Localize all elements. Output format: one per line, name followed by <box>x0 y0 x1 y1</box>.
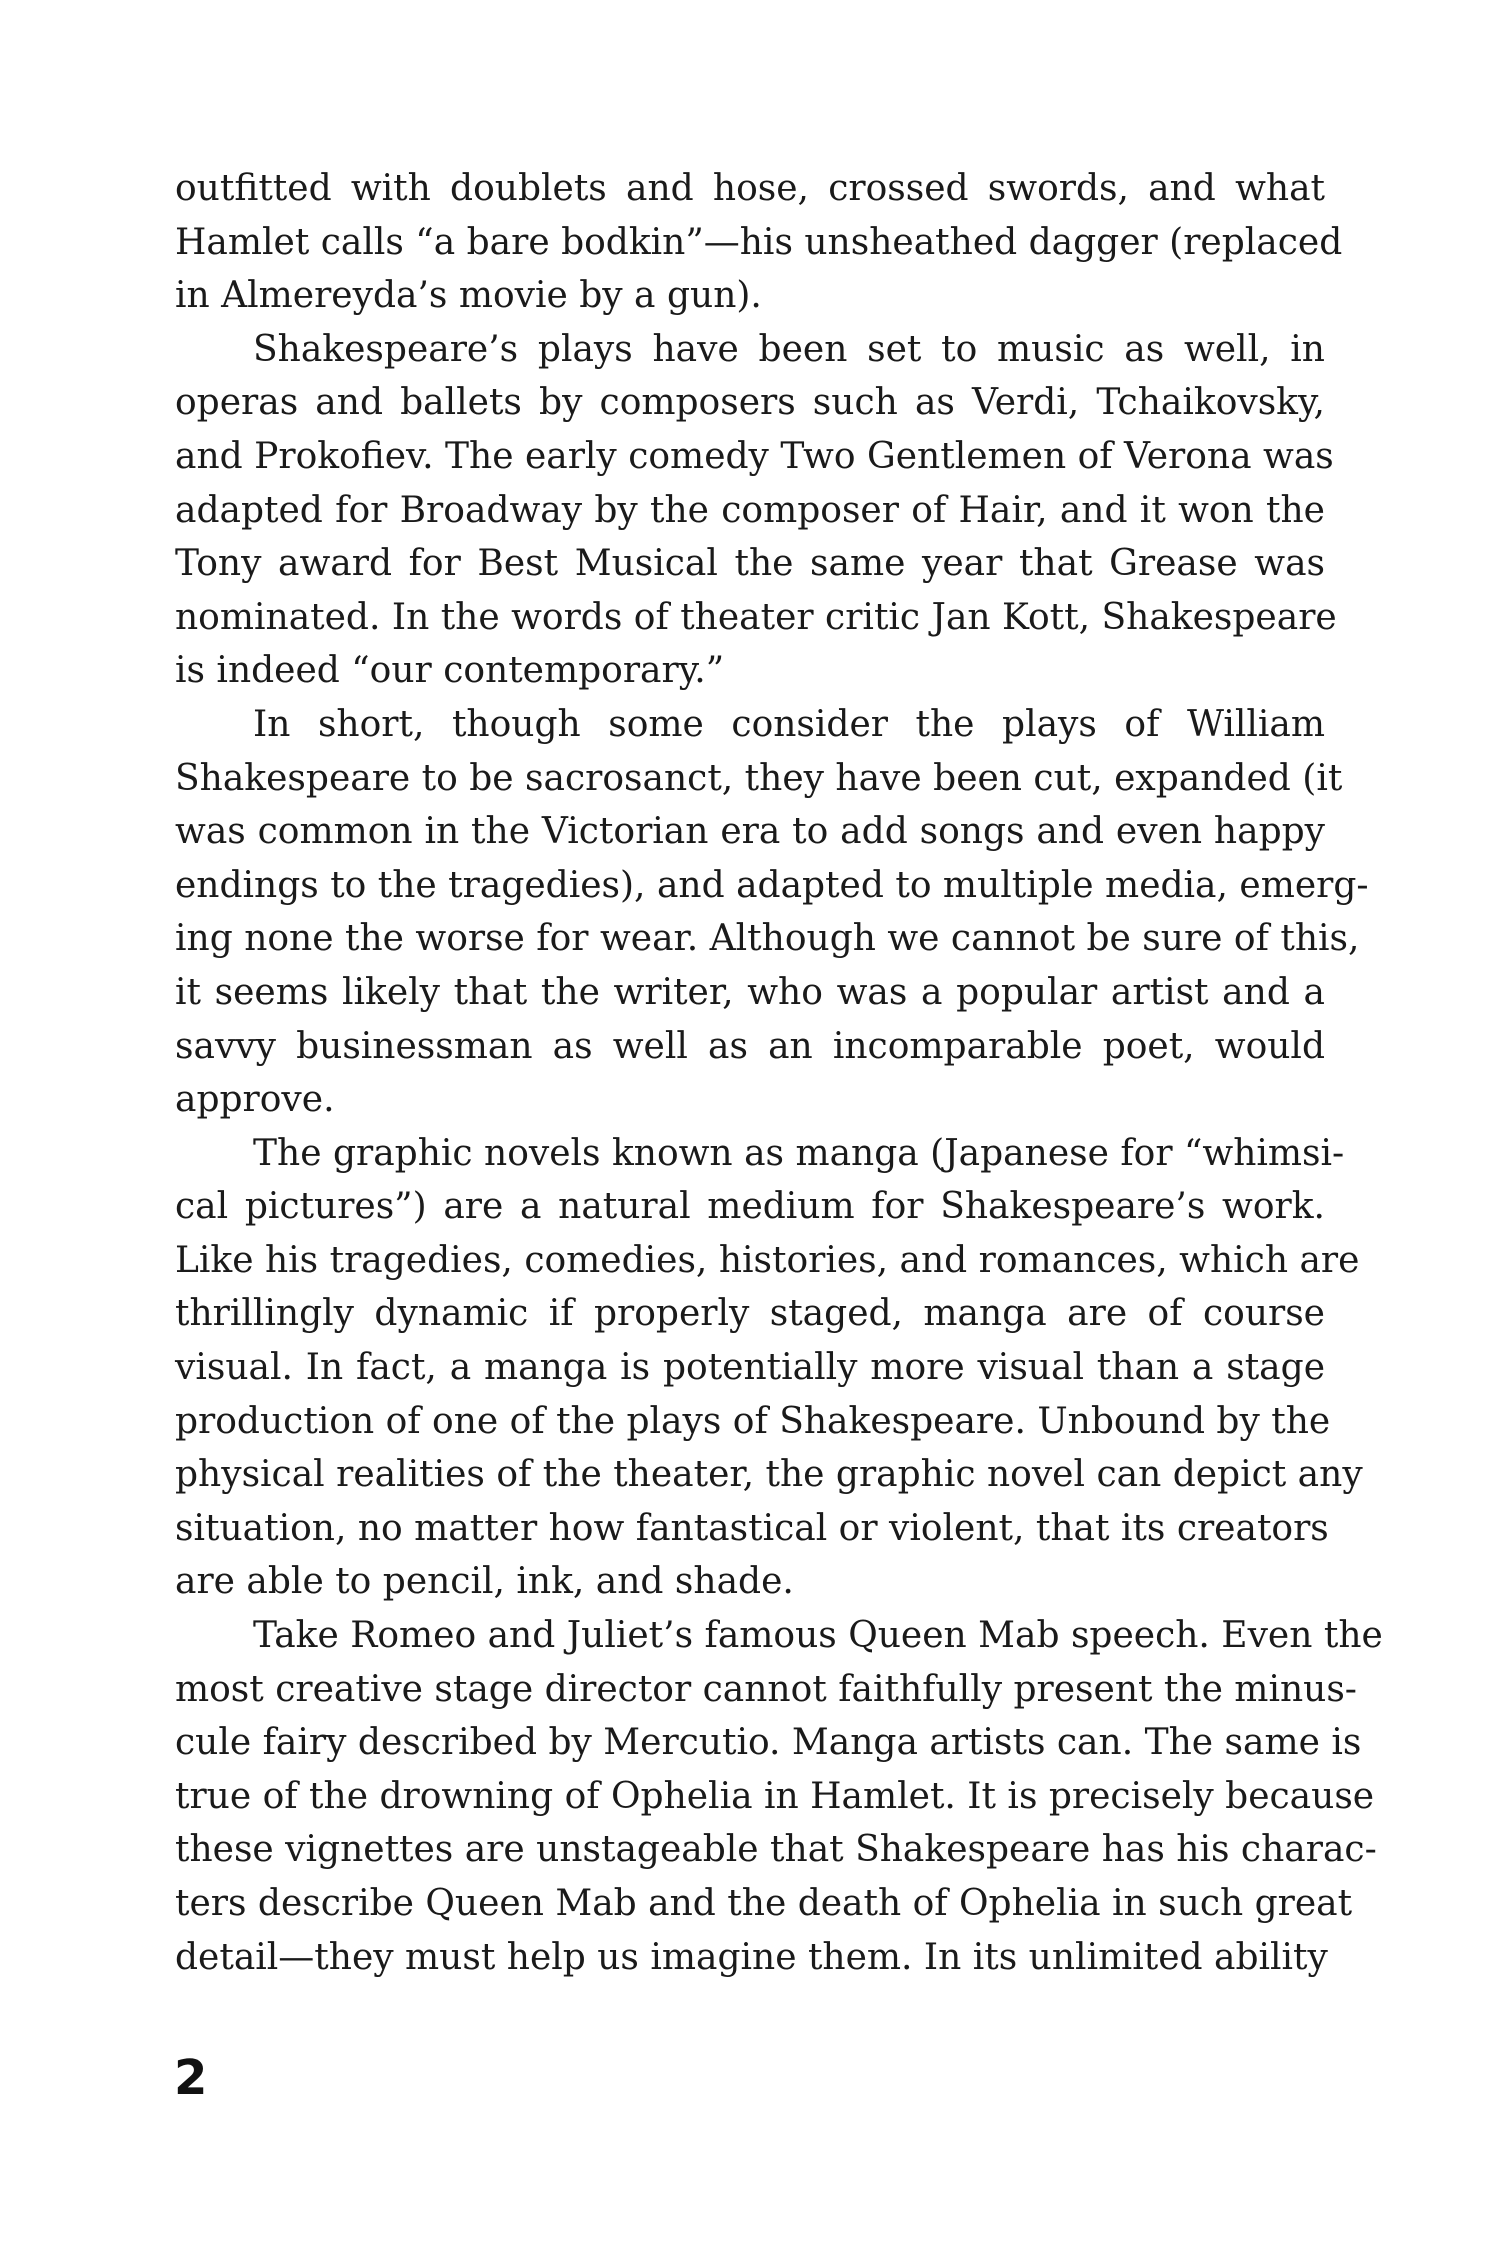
text-line: The graphic novels known as manga (Japanese for “whimsi- <box>253 1132 1345 1174</box>
text-line: physical realities of the theater, the graphic novel can depict any <box>175 1454 1363 1496</box>
text-line: Hamlet calls “a bare bodkin”—his unsheathed dagger (replaced <box>175 221 1343 263</box>
text-line: visual. In fact, a manga is potentially more visual than a stage <box>175 1347 1325 1389</box>
text-line: is indeed “our contemporary.” <box>175 650 725 692</box>
text-line: true of the drowning of Ophelia in Hamlet. It is precisely because <box>175 1775 1375 1817</box>
text-line: ters describe Queen Mab and the death of Ophelia in such great <box>175 1883 1353 1924</box>
text-line: it seems likely that the writer, who was a popular artist and a <box>175 971 1325 1013</box>
text-line: production of one of the plays of Shakespeare. Unbound by the <box>175 1400 1331 1442</box>
text-line: Shakespeare’s plays have been set to music as well, in <box>253 328 1325 370</box>
text-line: most creative stage director cannot faithfully present the minus- <box>175 1668 1357 1710</box>
paragraph <box>175 162 1343 323</box>
text-line: operas and ballets by composers such as Verdi, Tchaikovsky, <box>175 382 1325 424</box>
text-line: detail—they must help us imagine them. In its unlimited ability <box>175 1936 1328 1978</box>
body-text <box>175 162 1383 1984</box>
text-line: and Prokofiev. The early comedy Two Gentlemen of Verona was <box>175 435 1334 477</box>
page-number: 2 <box>174 2050 208 2106</box>
text-line: in Almereyda’s movie by a gun). <box>175 275 762 317</box>
text-line: are able to pencil, ink, and shade. <box>175 1561 794 1603</box>
text-line: outfitted with doublets and hose, crossed swords, and what <box>175 168 1325 209</box>
text-line: Like his tragedies, comedies, histories, and romances, which are <box>175 1239 1360 1281</box>
text-line: ing none the worse for wear. Although we cannot be sure of this, <box>175 918 1360 960</box>
paragraph <box>175 1127 1363 1609</box>
text-line: these vignettes are unstageable that Shakespeare has his charac- <box>175 1829 1377 1871</box>
text-line: nominated. In the words of theater critic Jan Kott, Shakespeare <box>175 596 1337 638</box>
text-line: savvy businessman as well as an incomparable poet, would <box>175 1025 1325 1067</box>
paragraph <box>175 323 1337 698</box>
text-line: Tony award for Best Musical the same year that Grease was <box>175 543 1325 585</box>
text-line: Take Romeo and Juliet’s famous Queen Mab speech. Even the <box>253 1615 1383 1657</box>
text-line: approve. <box>175 1079 335 1121</box>
text-line: adapted for Broadway by the composer of Hair, and it won the <box>175 489 1325 531</box>
text-line: In short, though some consider the plays of William <box>253 703 1325 745</box>
text-line: endings to the tragedies), and adapted to multiple media, emerg- <box>175 864 1369 906</box>
paragraph <box>175 698 1369 1127</box>
text-line: situation, no matter how fantastical or violent, that its creators <box>175 1507 1329 1549</box>
text-line: cal pictures”) are a natural medium for Shakespeare’s work. <box>175 1186 1325 1228</box>
text-line: Shakespeare to be sacrosanct, they have been cut, expanded (it <box>175 757 1343 799</box>
text-line: thrillingly dynamic if properly staged, manga are of course <box>175 1293 1325 1335</box>
text-line: cule fairy described by Mercutio. Manga artists can. The same is <box>175 1722 1362 1764</box>
text-line: was common in the Victorian era to add songs and even happy <box>175 811 1325 853</box>
paragraph <box>175 1609 1383 1984</box>
